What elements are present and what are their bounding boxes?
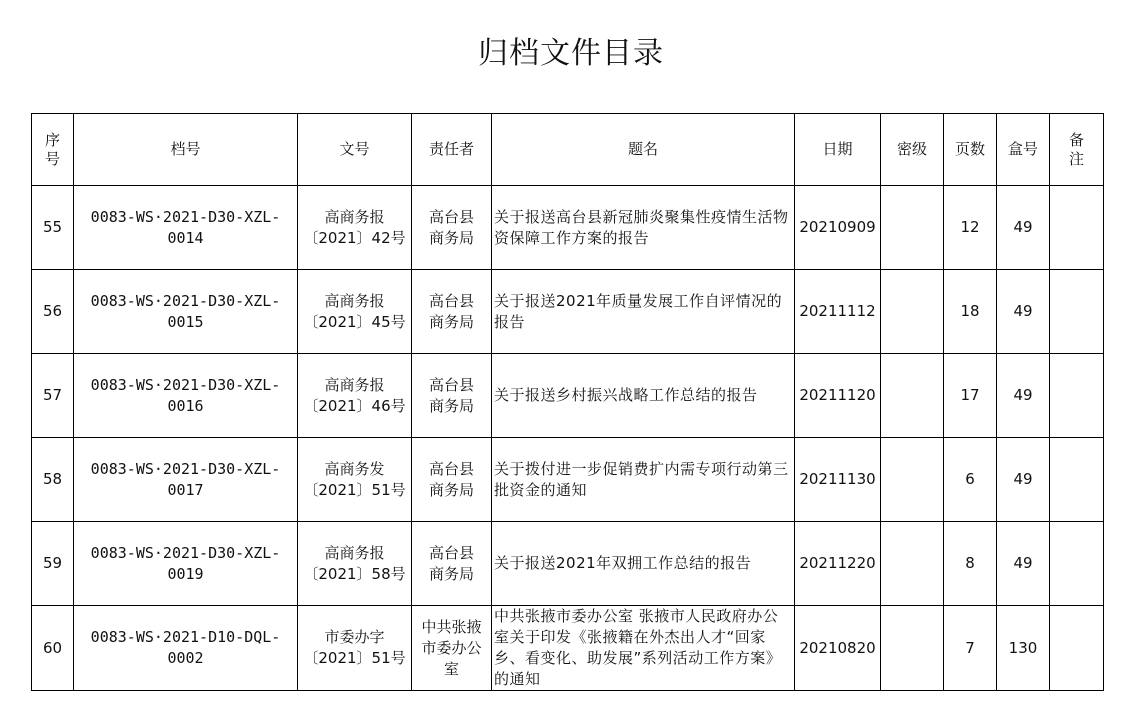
cell-secret bbox=[881, 354, 944, 438]
table-row bbox=[32, 354, 1104, 438]
cell-remark bbox=[1050, 438, 1104, 522]
cell-remark bbox=[1050, 270, 1104, 354]
cell-pages: 7 bbox=[944, 606, 997, 691]
cell-box: 49 bbox=[997, 186, 1050, 270]
cell-responsible: 高台县商务局 bbox=[412, 186, 492, 270]
cell-responsible: 高台县商务局 bbox=[412, 438, 492, 522]
page-title: 归档文件目录 bbox=[478, 36, 664, 71]
cell-archive-no: 0083-WS·2021-D10-DQL-0002 bbox=[74, 606, 298, 691]
cell-archive-no: 0083-WS·2021-D30-XZL-0015 bbox=[74, 270, 298, 354]
cell-secret bbox=[881, 606, 944, 691]
cell-doc-no: 高商务报〔2021〕42号 bbox=[298, 186, 412, 270]
archive-catalog-table bbox=[31, 113, 1104, 691]
table-row bbox=[32, 438, 1104, 522]
cell-seq: 55 bbox=[32, 186, 74, 270]
cell-responsible: 高台县商务局 bbox=[412, 270, 492, 354]
cell-doc-no: 市委办字〔2021〕51号 bbox=[298, 606, 412, 691]
cell-date: 20211220 bbox=[795, 522, 881, 606]
header-responsible: 责任者 bbox=[412, 114, 492, 186]
table-header-row bbox=[32, 114, 1104, 186]
cell-pages: 8 bbox=[944, 522, 997, 606]
cell-responsible: 高台县商务局 bbox=[412, 354, 492, 438]
cell-date: 20211130 bbox=[795, 438, 881, 522]
cell-title: 关于报送乡村振兴战略工作总结的报告 bbox=[492, 354, 795, 438]
table-row bbox=[32, 606, 1104, 691]
header-date: 日期 bbox=[795, 114, 881, 186]
cell-pages: 12 bbox=[944, 186, 997, 270]
cell-seq: 56 bbox=[32, 270, 74, 354]
cell-remark bbox=[1050, 186, 1104, 270]
cell-date: 20210909 bbox=[795, 186, 881, 270]
cell-pages: 18 bbox=[944, 270, 997, 354]
cell-title: 关于报送2021年质量发展工作自评情况的报告 bbox=[492, 270, 795, 354]
cell-secret bbox=[881, 438, 944, 522]
cell-archive-no: 0083-WS·2021-D30-XZL-0019 bbox=[74, 522, 298, 606]
cell-doc-no: 高商务报〔2021〕45号 bbox=[298, 270, 412, 354]
cell-title: 中共张掖市委办公室 张掖市人民政府办公室关于印发《张掖籍在外杰出人才“回家乡、看变化、助发展”系列活动工作方案》的通知 bbox=[492, 606, 795, 691]
header-archive-no: 档号 bbox=[74, 114, 298, 186]
cell-date: 20211120 bbox=[795, 354, 881, 438]
table-row bbox=[32, 186, 1104, 270]
cell-seq: 58 bbox=[32, 438, 74, 522]
cell-responsible: 高台县商务局 bbox=[412, 522, 492, 606]
header-doc-no: 文号 bbox=[298, 114, 412, 186]
cell-title: 关于报送高台县新冠肺炎聚集性疫情生活物资保障工作方案的报告 bbox=[492, 186, 795, 270]
table-row bbox=[32, 270, 1104, 354]
header-remark: 备注 bbox=[1050, 114, 1104, 186]
cell-seq: 57 bbox=[32, 354, 74, 438]
cell-pages: 6 bbox=[944, 438, 997, 522]
cell-box: 49 bbox=[997, 354, 1050, 438]
cell-title: 关于报送2021年双拥工作总结的报告 bbox=[492, 522, 795, 606]
cell-box: 49 bbox=[997, 522, 1050, 606]
cell-date: 20210820 bbox=[795, 606, 881, 691]
cell-remark bbox=[1050, 522, 1104, 606]
cell-title: 关于拨付进一步促销费扩内需专项行动第三批资金的通知 bbox=[492, 438, 795, 522]
cell-box: 49 bbox=[997, 438, 1050, 522]
cell-doc-no: 高商务报〔2021〕58号 bbox=[298, 522, 412, 606]
cell-secret bbox=[881, 270, 944, 354]
header-box: 盒号 bbox=[997, 114, 1050, 186]
table-row bbox=[32, 522, 1104, 606]
cell-archive-no: 0083-WS·2021-D30-XZL-0017 bbox=[74, 438, 298, 522]
cell-doc-no: 高商务报〔2021〕46号 bbox=[298, 354, 412, 438]
header-seq: 序号 bbox=[32, 114, 74, 186]
cell-remark bbox=[1050, 354, 1104, 438]
cell-secret bbox=[881, 522, 944, 606]
cell-seq: 59 bbox=[32, 522, 74, 606]
cell-box: 130 bbox=[997, 606, 1050, 691]
cell-date: 20211112 bbox=[795, 270, 881, 354]
cell-pages: 17 bbox=[944, 354, 997, 438]
cell-archive-no: 0083-WS·2021-D30-XZL-0014 bbox=[74, 186, 298, 270]
header-secret: 密级 bbox=[881, 114, 944, 186]
header-pages: 页数 bbox=[944, 114, 997, 186]
cell-box: 49 bbox=[997, 270, 1050, 354]
cell-responsible: 中共张掖市委办公室 bbox=[412, 606, 492, 691]
cell-seq: 60 bbox=[32, 606, 74, 691]
cell-secret bbox=[881, 186, 944, 270]
header-title: 题名 bbox=[492, 114, 795, 186]
cell-remark bbox=[1050, 606, 1104, 691]
cell-archive-no: 0083-WS·2021-D30-XZL-0016 bbox=[74, 354, 298, 438]
cell-doc-no: 高商务发〔2021〕51号 bbox=[298, 438, 412, 522]
